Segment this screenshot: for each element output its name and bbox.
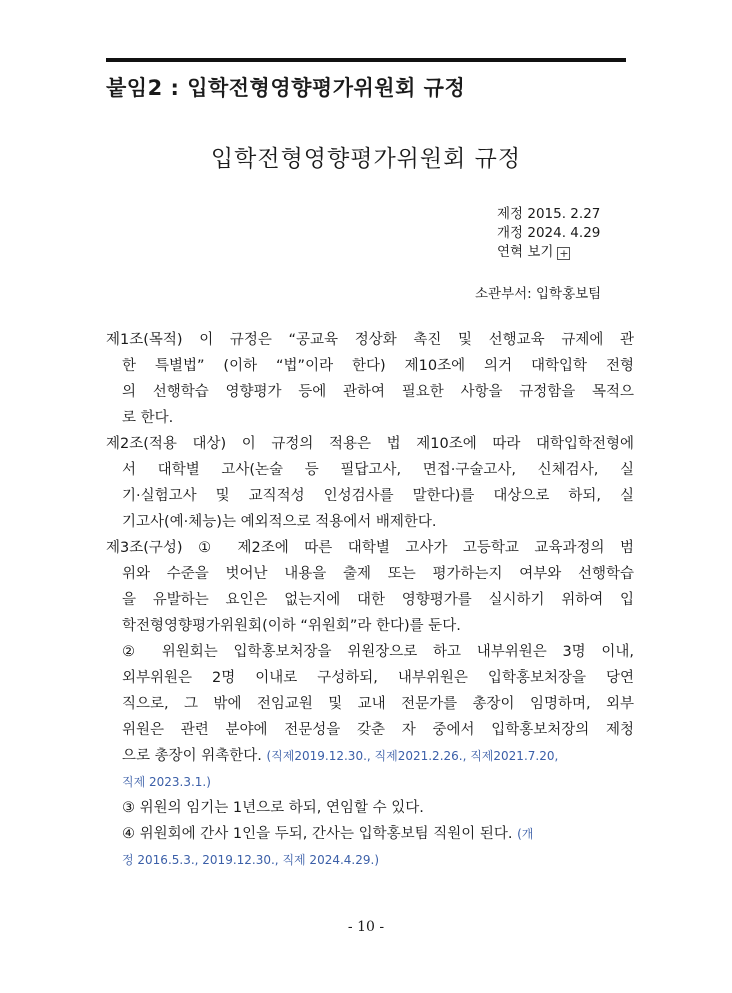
article1-line: 제1조(목적) 이 규정은 “공교육 정상화 촉진 및 선행교육 규제에 관 bbox=[106, 332, 634, 348]
article3-line: 외부위원은 2명 이내로 구성하되, 내부위원은 입학홍보처장을 당연 bbox=[122, 670, 634, 686]
article1-line: 의 선행학습 영향평가 등에 관하여 필요한 사항을 규정함을 목적으 bbox=[122, 384, 634, 400]
article3-line: 위와 수준을 벗어난 내용을 출제 또는 평가하는지 여부와 선행학습 bbox=[122, 566, 634, 582]
amendment-note: 정 2016.5.3., 2019.12.30., 직제 2024.4.29.) bbox=[122, 853, 380, 867]
amendment-note: (직제2019.12.30., 직제2021.2.26., 직제2021.7.20, bbox=[266, 749, 559, 763]
attachment-header: 붙임2 : 입학전형영향평가위원회 규정 bbox=[106, 76, 466, 100]
article2-line: 기고사(예·체능)는 예외적으로 적용에서 배제한다. bbox=[122, 514, 437, 530]
article1-line: 한 특별법” (이하 “법”이라 한다) 제10조에 의거 대학입학 전형 bbox=[122, 358, 634, 374]
revision-meta bbox=[497, 205, 600, 262]
history-link[interactable] bbox=[497, 243, 600, 262]
article3-line: 위원은 관련 분야에 전문성을 갖춘 자 중에서 입학홍보처장의 제청 bbox=[122, 722, 634, 738]
page-number: - 10 - bbox=[347, 919, 385, 935]
document-title: 입학전형영향평가위원회 규정 bbox=[210, 146, 522, 172]
header-rule bbox=[106, 58, 626, 62]
article3-line: 직으로, 그 밖에 전임교원 및 교내 전문가를 총장이 임명하며, 외부 bbox=[122, 696, 634, 712]
amendment-note: (개 bbox=[517, 827, 534, 841]
article1-line: 로 한다. bbox=[122, 410, 174, 426]
article3-para4: ④ 위원회에 간사 1인을 두되, 간사는 입학홍보팀 직원이 된다. bbox=[122, 826, 513, 842]
article3-line: ② 위원회는 입학홍보처장을 위원장으로 하고 내부위원은 3명 이내, bbox=[122, 644, 634, 660]
article3-line: 으로 총장이 위촉한다. bbox=[122, 748, 262, 764]
article3-line: 제3조(구성) ① 제2조에 따른 대학별 고사가 고등학교 교육과정의 범 bbox=[106, 540, 634, 556]
article2-line: 기·실험고사 및 교직적성 인성검사를 말한다)를 대상으로 하되, 실 bbox=[122, 488, 634, 504]
article2-line: 제2조(적용 대상) 이 규정의 적용은 법 제10조에 따라 대학입학전형에 bbox=[106, 436, 634, 452]
article3-para3: ③ 위원의 임기는 1년으로 하되, 연임할 수 있다. bbox=[122, 800, 424, 816]
history-label[interactable]: 연혁 보기 bbox=[497, 244, 554, 260]
article2-line: 서 대학별 고사(논술 등 필답고사, 면접·구술고사, 신체검사, 실 bbox=[122, 462, 634, 478]
expand-plus-icon[interactable]: + bbox=[559, 247, 569, 260]
article3-line-with-note bbox=[106, 743, 634, 769]
regulation-body bbox=[106, 327, 634, 873]
article3-line: 을 유발하는 요인은 없는지에 대한 영향평가를 실시하기 위하여 입 bbox=[122, 592, 634, 608]
revised-date: 개정 2024. 4.29 bbox=[497, 225, 601, 241]
article3-para4-line bbox=[106, 821, 634, 847]
article3-line: 학전형영향평가위원회(이하 “위원회”라 한다)를 둔다. bbox=[122, 618, 461, 634]
amendment-note: 직제 2023.3.1.) bbox=[122, 775, 211, 789]
enacted-date: 제정 2015. 2.27 bbox=[497, 206, 601, 222]
responsible-department: 소관부서: 입학홍보팀 bbox=[475, 286, 602, 302]
